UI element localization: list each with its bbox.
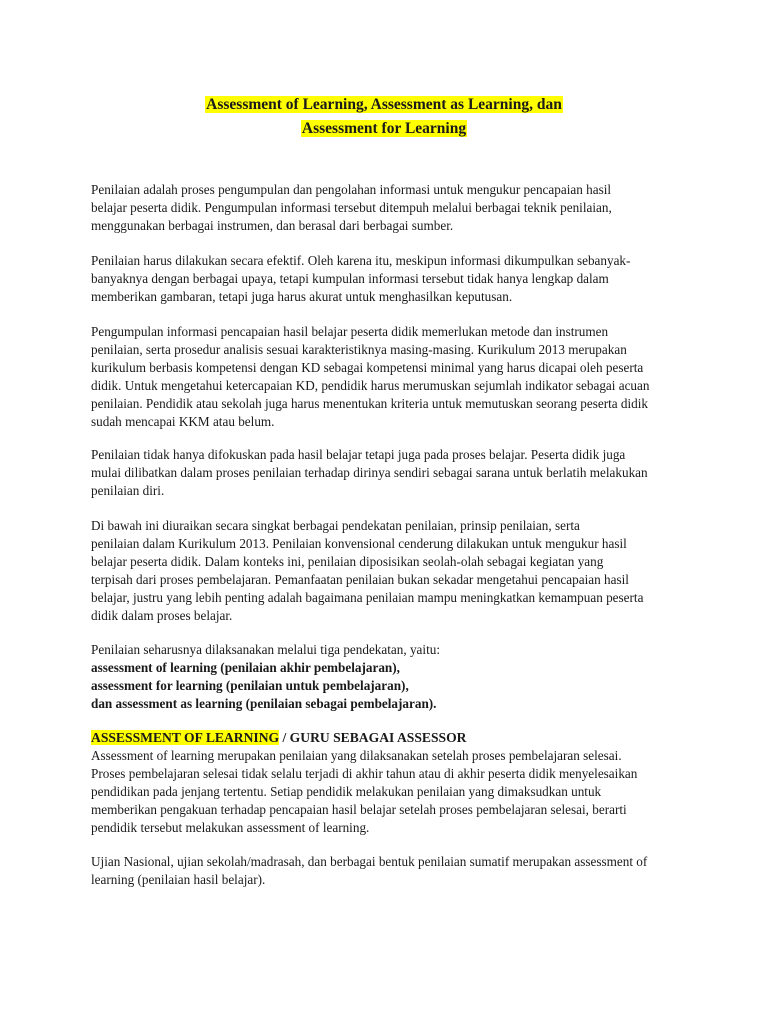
paragraph-line: penilaian diri.	[91, 483, 165, 498]
paragraph-line: Penilaian tidak hanya difokuskan pada hasil belajar tetapi juga pada proses belajar. Peserta didik juga	[91, 447, 626, 462]
paragraph-line: penilaian dalam Kurikulum 2013. Penilaian konvensional cenderung dilakukan untuk mengukur hasil	[91, 536, 627, 551]
paragraph-line: Penilaian adalah proses pengumpulan dan pengolahan informasi untuk mengukur pencapaian hasil	[91, 182, 612, 197]
paragraph-line: learning (penilaian hasil belajar).	[91, 872, 266, 887]
paragraph-line: memberikan pengakuan terhadap pencapaian hasil belajar setelah proses pembelajaran selesai, berarti	[91, 802, 627, 817]
paragraph-line: didik dalam proses belajar.	[91, 608, 233, 623]
paragraph-line: belajar, justru yang lebih penting adalah bagaimana penilaian mampu meningkatkan kemampuan peserta	[91, 590, 644, 605]
approach-item: assessment of learning (penilaian akhir pembelajaran),	[91, 660, 400, 675]
section-paragraph-2	[91, 853, 691, 889]
paragraph-line: Assessment of learning merupakan penilaian yang dilaksanakan setelah proses pembelajaran selesai.	[91, 748, 622, 763]
paragraph-5	[91, 517, 691, 625]
paragraph-line: Pengumpulan informasi pencapaian hasil belajar peserta didik memerlukan metode dan instrumen	[91, 324, 609, 339]
approach-item: assessment for learning (penilaian untuk pembelajaran),	[91, 678, 409, 693]
paragraph-line: penilaian, serta prosedur analisis sesuai karakteristiknya masing-masing. Kurikulum 2013 merupakan	[91, 342, 627, 357]
document-title-line-1	[0, 93, 768, 116]
paragraph-line: memberikan gambaran, tetapi juga harus akurat untuk menghasilkan keputusan.	[91, 289, 513, 304]
paragraph-line: belajar peserta didik. Pengumpulan informasi tersebut ditempuh melalui berbagai teknik penilaian,	[91, 200, 612, 215]
title-highlight-1: Assessment of Learning, Assessment as Learning, dan	[206, 96, 562, 113]
paragraph-line: pendidik tersebut melakukan assessment of learning.	[91, 820, 370, 835]
section-heading-highlight: ASSESSMENT OF LEARNING	[91, 730, 280, 745]
paragraph-2	[91, 252, 691, 306]
approaches-intro: Penilaian seharusnya dilaksanakan melalui tiga pendekatan, yaitu:	[91, 642, 440, 657]
paragraph-line: terpisah dari proses pembelajaran. Pemanfaatan penilaian bukan sekadar mengetahui pencapaian hasil	[91, 572, 629, 587]
paragraph-line: menggunakan berbagai instrumen, dan berasal dari berbagai sumber.	[91, 218, 454, 233]
paragraph-line: belajar peserta didik. Dalam konteks ini, penilaian diposisikan seolah-olah sebagai kegiatan yang	[91, 554, 604, 569]
paragraph-line: pendidikan pada jenjang tertentu. Setiap pendidik melakukan penilaian yang dimaksudkan untuk	[91, 784, 602, 799]
paragraph-line: Ujian Nasional, ujian sekolah/madrasah, dan berbagai bentuk penilaian sumatif merupakan assessment of	[91, 854, 648, 869]
paragraph-line: penilaian. Pendidik atau sekolah juga harus menentukan kriteria untuk memutuskan seorang peserta didik	[91, 396, 649, 411]
paragraph-line: mulai dilibatkan dalam proses penilaian terhadap dirinya sendiri sebagai sarana untuk berlatih melakukan	[91, 465, 648, 480]
paragraph-line: Penilaian harus dilakukan secara efektif. Oleh karena itu, meskipun informasi dikumpulkan sebanyak-	[91, 253, 631, 268]
document-title-line-2	[0, 117, 768, 140]
title-highlight-2: Assessment for Learning	[301, 120, 467, 137]
paragraph-line: kurikulum berbasis kompetensi dengan KD sebagai kompetensi minimal yang harus dicapai oleh peserta	[91, 360, 644, 375]
paragraph-line: banyaknya dengan berbagai upaya, tetapi kumpulan informasi tersebut tidak hanya lengkap dalam	[91, 271, 609, 286]
approaches-list	[91, 641, 691, 713]
paragraph-3	[91, 323, 691, 431]
paragraph-4	[91, 446, 691, 500]
paragraph-line: Proses pembelajaran selesai tidak selalu terjadi di akhir tahun atau di akhir peserta didik menyelesaikan	[91, 766, 638, 781]
paragraph-line: sudah mencapai KKM atau belum.	[91, 414, 275, 429]
section-heading	[91, 729, 691, 747]
paragraph-line: Di bawah ini diuraikan secara singkat berbagai pendekatan penilaian, prinsip penilaian, serta	[91, 518, 580, 533]
section-heading-rest: / GURU SEBAGAI ASSESSOR	[279, 730, 467, 745]
paragraph-line: didik. Untuk mengetahui ketercapaian KD, pendidik harus merumuskan sejumlah indikator sebagai acuan	[91, 378, 650, 393]
section-paragraph-1	[91, 747, 691, 837]
paragraph-1	[91, 181, 691, 235]
approach-item: dan assessment as learning (penilaian sebagai pembelajaran).	[91, 696, 437, 711]
